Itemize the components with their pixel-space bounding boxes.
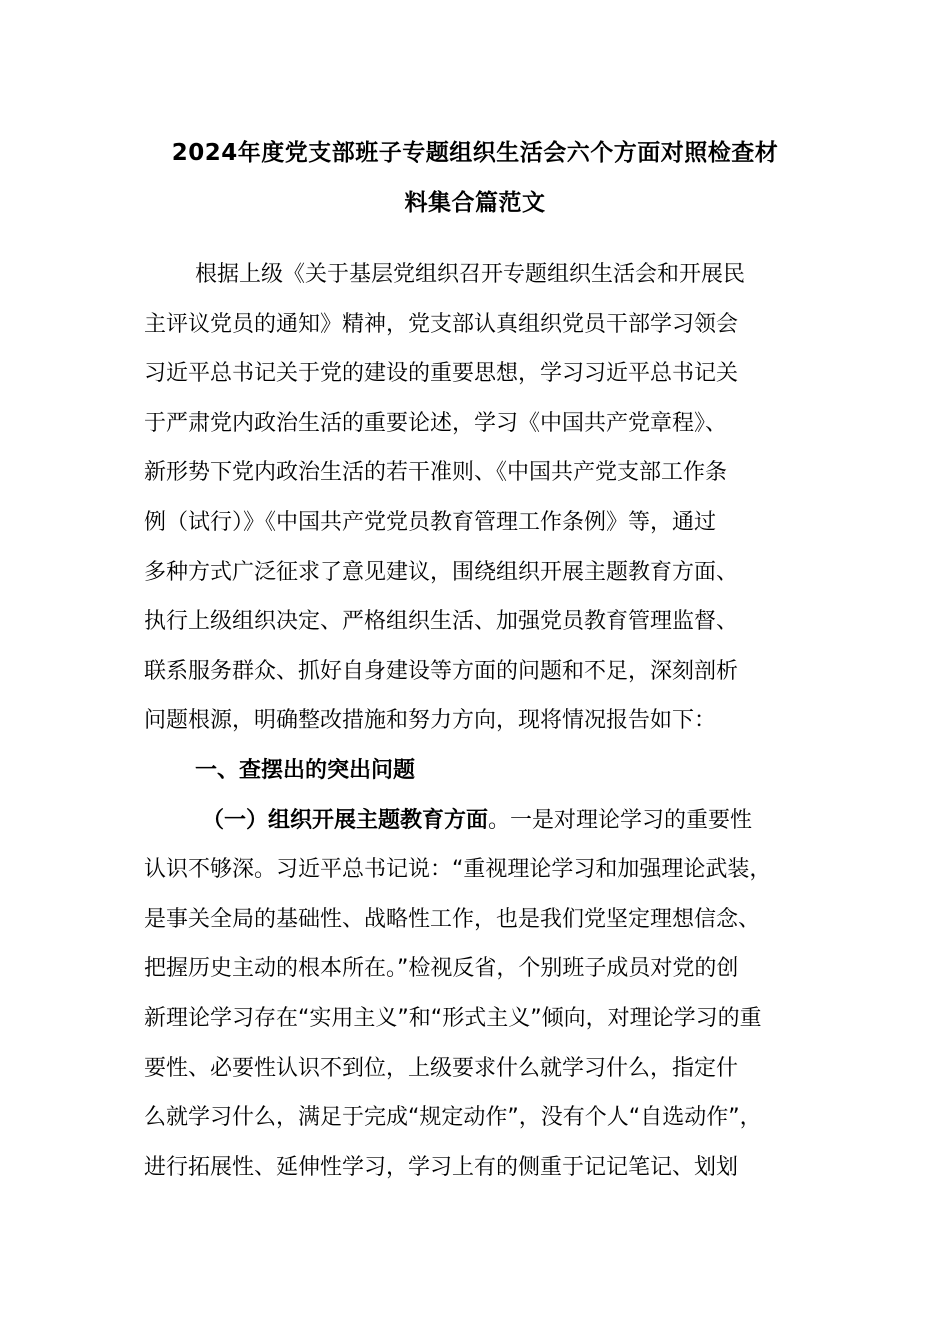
intro-paragraph-line: 例（试行）》《中国共产党党员教育管理工作条例》等，通过 [144, 509, 717, 535]
title-line: 2024年度党支部班子专题组织生活会六个方面对照检查材 [171, 140, 779, 166]
intro-paragraph-line: 根据上级《关于基层党组织召开专题组织生活会和开展民 [195, 262, 746, 287]
subsection-first-line [144, 796, 824, 846]
subsection-line: 要性、必要性认识不到位，上级要求什么就学习什么，指定什 [144, 1055, 739, 1081]
title-line: 料集合篇范文 [404, 189, 546, 216]
subsection-heading: （一）组织开展主题教育方面 [202, 807, 489, 833]
subsection-text: 。一是对理论学习的重要性 [488, 807, 753, 833]
subsection-line: 是事关全局的基础性、战略性工作，也是我们党坚定理想信念、 [144, 906, 761, 932]
intro-paragraph-line: 联系服务群众、抓好自身建设等方面的问题和不足，深刻剖析 [144, 658, 739, 684]
subsection-line: 么就学习什么，满足于完成“规定动作”，没有个人“自选动作”， [144, 1105, 762, 1131]
intro-paragraph-line: 新形势下党内政治生活的若干准则、《中国共产党支部工作条 [144, 460, 728, 486]
subsection-line: 进行拓展性、延伸性学习，学习上有的侧重于记记笔记、划划 [144, 1154, 739, 1180]
document-title [120, 128, 830, 227]
subsection-line: 认识不够深。习近平总书记说：“重视理论学习和加强理论武装， [144, 857, 772, 883]
intro-paragraph-line: 于严肃党内政治生活的重要论述，学习《中国共产党章程》、 [144, 410, 728, 436]
document-body [144, 250, 824, 1192]
section-heading: 一、查摆出的突出问题 [195, 757, 416, 783]
subsection-line: 新理论学习存在“实用主义”和“形式主义”倾向，对理论学习的重 [144, 1005, 762, 1031]
intro-paragraph-line: 主评议党员的通知》精神，党支部认真组织党员干部学习领会 [144, 311, 739, 337]
intro-paragraph-line: 多种方式广泛征求了意见建议，围绕组织开展主题教育方面、 [144, 559, 739, 585]
subsection-line: 把握历史主动的根本所在。”检视反省，个别班子成员对党的创 [144, 956, 739, 982]
intro-paragraph-line: 执行上级组织决定、严格组织生活、加强党员教育管理监督、 [144, 609, 739, 635]
intro-paragraph-line: 习近平总书记关于党的建设的重要思想，学习习近平总书记关 [144, 361, 739, 387]
intro-paragraph-line: 问题根源，明确整改措施和努力方向，现将情况报告如下： [144, 708, 717, 734]
